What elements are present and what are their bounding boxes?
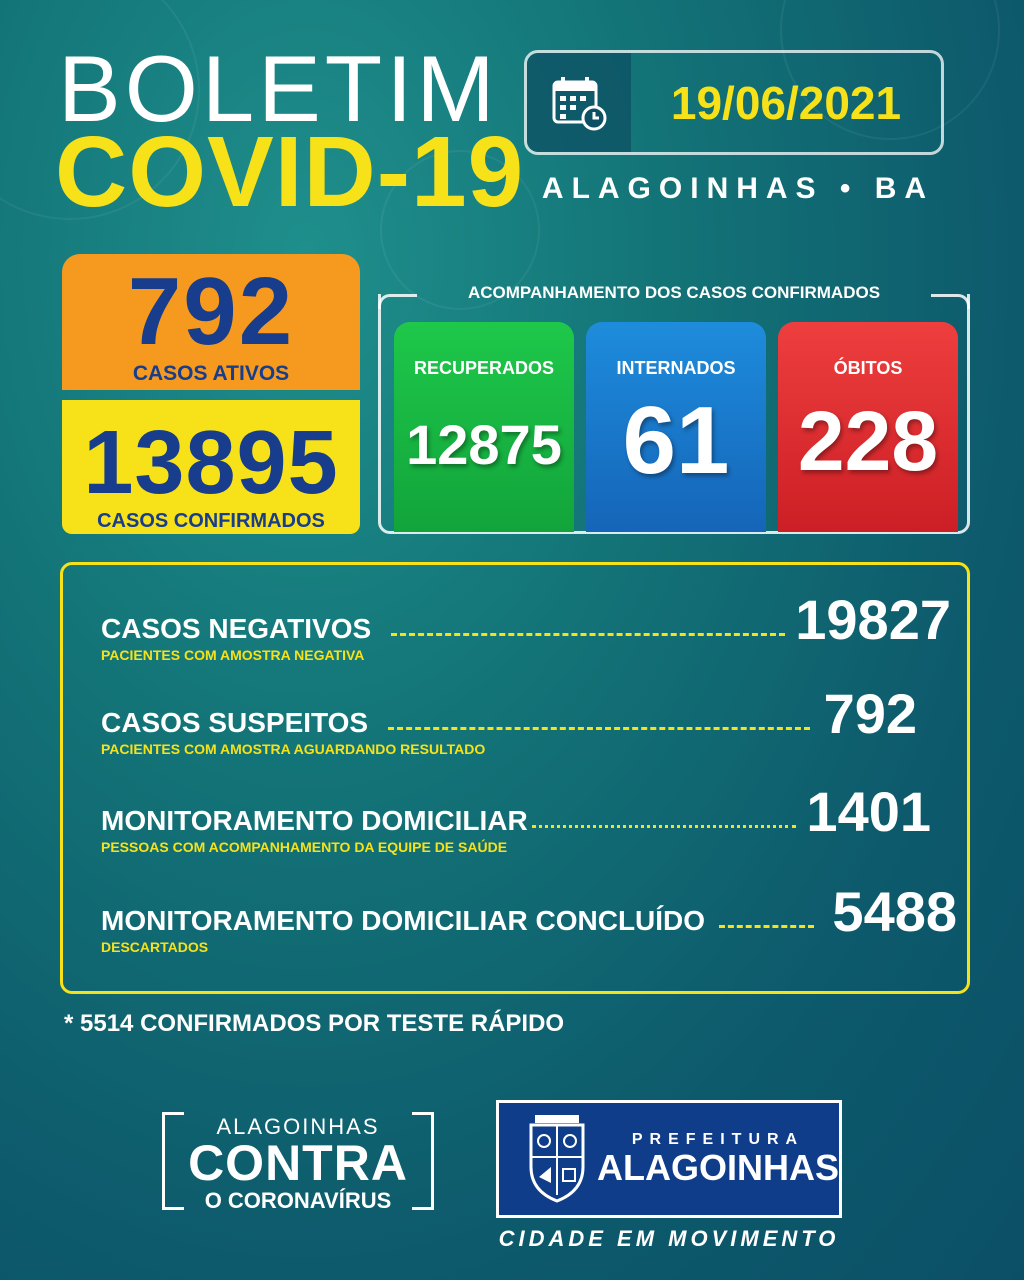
hospitalized-label: INTERNADOS: [616, 358, 736, 378]
city-crest-icon: [517, 1111, 597, 1207]
detail-subtitle: PACIENTES COM AMOSTRA NEGATIVA: [101, 647, 365, 664]
date-box: [524, 50, 944, 155]
detail-subtitle: PACIENTES COM AMOSTRA AGUARDANDO RESULTADO: [101, 741, 486, 758]
detail-value: 792: [823, 682, 917, 745]
detail-name: MONITORAMENTO DOMICILIAR: [101, 805, 528, 837]
active-cases-value: 792: [127, 258, 295, 365]
covid-title: COVID-19: [55, 116, 525, 228]
rapid-test-footnote: * 5514 CONFIRMADOS POR TESTE RÁPIDO: [64, 1010, 565, 1037]
dotted-leader: [391, 633, 785, 636]
detail-name: CASOS SUSPEITOS: [101, 707, 369, 739]
campaign-line3: O CORONAVÍRUS: [204, 1187, 392, 1213]
prefeitura-logo: [496, 1100, 842, 1218]
deaths-value: 228: [797, 394, 939, 488]
hospitalized-card: [586, 322, 766, 532]
detail-value: 19827: [795, 588, 951, 651]
dotted-leader: [388, 727, 809, 730]
logo-bracket-left: [162, 1112, 184, 1210]
confirmed-cases-card: [62, 400, 360, 534]
confirmed-cases-value: 13895: [83, 413, 339, 513]
campaign-line1: ALAGOINHAS: [216, 1114, 380, 1139]
active-cases-card: [62, 254, 360, 390]
city-slogan: CIDADE EM MOVIMENTO: [498, 1226, 840, 1251]
dotted-leader: [532, 825, 797, 828]
details-panel: [60, 562, 970, 994]
recovered-value: 12875: [406, 413, 562, 476]
bulletin-title: BOLETIM: [58, 36, 499, 141]
detail-name: CASOS NEGATIVOS: [101, 613, 372, 645]
bulletin-date: 19/06/2021: [670, 76, 902, 129]
tracking-title: ACOMPANHAMENTO DOS CASOS CONFIRMADOS: [467, 283, 881, 302]
detail-value: 1401: [806, 780, 931, 843]
detail-row-home-monitoring-done: [101, 880, 957, 956]
campaign-line2: CONTRA: [188, 1135, 408, 1191]
city-name: ALAGOINHAS: [597, 1147, 839, 1189]
detail-row-negative: [101, 588, 951, 664]
location-label: ALAGOINHAS • BA: [541, 172, 935, 205]
recovered-card: [394, 322, 574, 532]
detail-value: 5488: [832, 880, 957, 943]
detail-row-suspected: [101, 682, 951, 758]
prefeitura-label: PREFEITURA: [631, 1131, 805, 1149]
dotted-leader: [719, 925, 814, 928]
detail-subtitle: DESCARTADOS: [101, 939, 209, 956]
campaign-logo: [162, 1112, 434, 1213]
detail-name: MONITORAMENTO DOMICILIAR CONCLUÍDO: [101, 905, 706, 937]
logo-bracket-right: [412, 1112, 434, 1210]
hospitalized-value: 61: [622, 387, 730, 494]
active-cases-label: CASOS ATIVOS: [132, 362, 290, 385]
detail-subtitle: PESSOAS COM ACOMPANHAMENTO DA EQUIPE DE SAÚDE: [101, 839, 508, 856]
recovered-label: RECUPERADOS: [413, 358, 555, 378]
calendar-icon: [527, 53, 631, 152]
deaths-card: [778, 322, 958, 532]
deaths-label: ÓBITOS: [833, 358, 903, 378]
confirmed-cases-label: CASOS CONFIRMADOS: [97, 510, 325, 532]
detail-row-home-monitoring: [101, 780, 951, 856]
